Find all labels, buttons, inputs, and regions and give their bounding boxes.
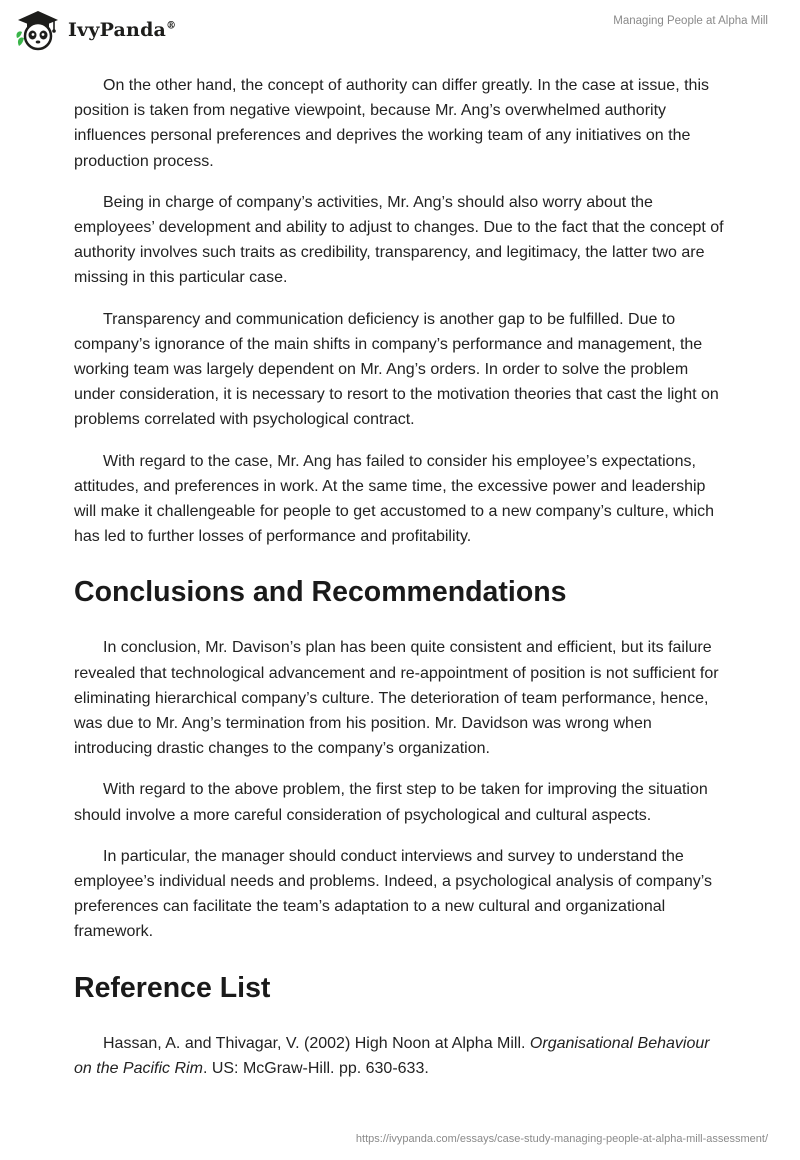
page-header xyxy=(0,0,800,60)
paragraph: In particular, the manager should conduct interviews and survey to understand the employee’s individual needs and problems. Indeed, a psychological analysis of company’s preferences can facilitate the team’s adaptation to a new cultural and organizational framework. xyxy=(74,847,713,941)
paragraph: On the other hand, the concept of authority can differ greatly. In the case at issue, this position is taken from negative viewpoint, because Mr. Ang’s overwhelmed authority influences personal preferences and deprives the working team of any initiatives on the production process. xyxy=(74,77,709,170)
section-heading-references: Reference List xyxy=(74,971,271,1004)
section-heading-conclusions: Conclusions and Recommendations xyxy=(74,576,567,609)
document-title: Managing People at Alpha Mill xyxy=(613,15,768,27)
source-url[interactable]: https://ivypanda.com/essays/case-study-managing-people-at-alpha-mill-assessment/ xyxy=(355,1133,768,1145)
reference-entry xyxy=(74,1031,728,1081)
paragraph: Transparency and communication deficiency is another gap to be fulfilled. Due to company’s ignorance of the main shifts in company’s performance and management, the working team was largely dependent on Mr. Ang’s orders. In order to solve the problem under consideration, it is necessary to resort to the motivation theories that cast the light on problems correlated with psychological contract. xyxy=(74,310,719,429)
paragraph: With regard to the above problem, the first step to be taken for improving the situation should involve a more careful consideration of psychological and cultural aspects. xyxy=(74,781,708,824)
reference-journal: Organisational Behaviour on the Pacific Rim xyxy=(74,1034,710,1077)
ivypanda-logo[interactable] xyxy=(14,8,176,52)
panda-mascot-icon xyxy=(14,8,62,52)
reference-publisher: . US: McGraw-Hill. pp. 630-633. xyxy=(202,1059,429,1077)
paragraph: With regard to the case, Mr. Ang has failed to consider his employee’s expectations, attitudes, and preferences in work. At the same time, the excessive power and leadership will make it challengeable for people to get accustomed to a new company’s culture, which has led to further losses of performance and profitability. xyxy=(74,452,715,546)
paragraph: Being in charge of company’s activities, Mr. Ang’s should also worry about the employees’ development and ability to adjust to changes. Due to the fact that the concept of authority involves such traits as credibility, transparency, and legitimacy, the latter two are missing in this particular case. xyxy=(74,193,724,287)
paragraph: In conclusion, Mr. Davison’s plan has been quite consistent and efficient, but its failure revealed that technological advancement and re-appointment of position is not sufficient for eliminating hierarchical company’s culture. The deterioration of team performance, hence, was due to Mr. Ang’s termination from his position. Mr. Davidson was wrong when introducing drastic changes to the company’s organization. xyxy=(74,639,719,758)
essay-content xyxy=(74,73,728,1097)
logo-text: IvyPanda® xyxy=(68,19,177,41)
reference-authors: Hassan, A. and Thivagar, V. (2002) High Noon at Alpha Mill. xyxy=(103,1034,530,1052)
